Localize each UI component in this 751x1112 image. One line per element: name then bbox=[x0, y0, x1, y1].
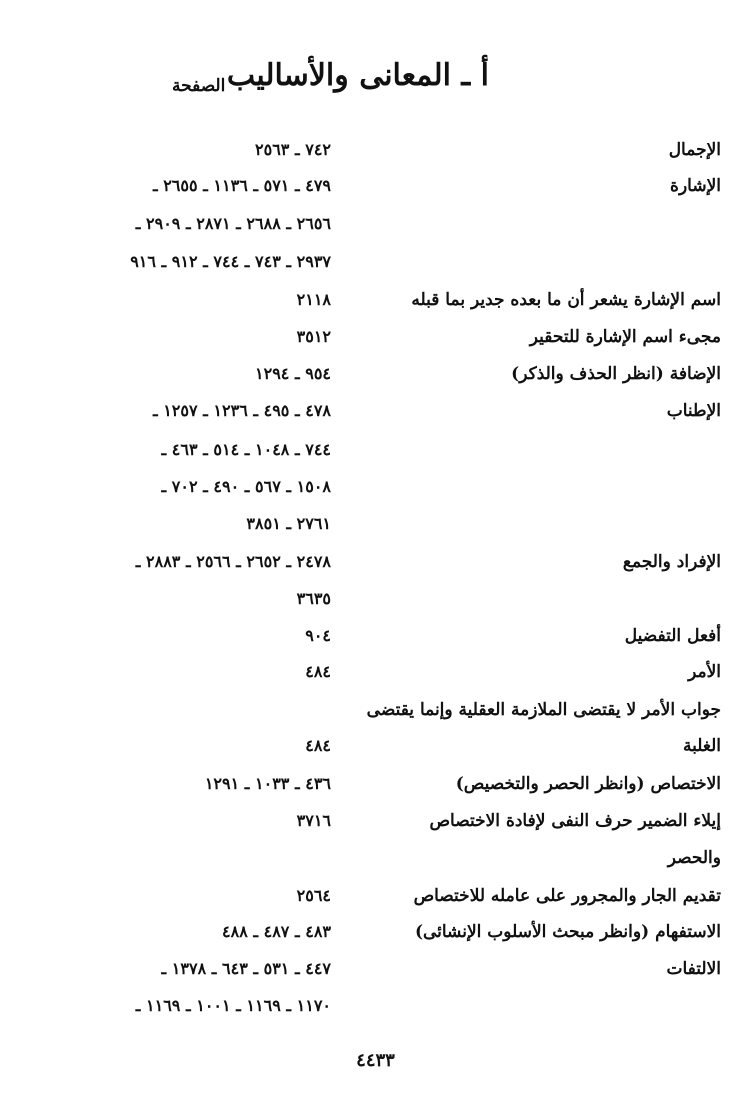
page-references: ٩٥٤ ـ ١٢٩٤ bbox=[255, 364, 331, 383]
index-term: الاختصاص (وانظر الحصر والتخصيص) bbox=[455, 774, 721, 794]
page-references: ٢١١٨ bbox=[296, 290, 331, 309]
index-entry bbox=[0, 589, 751, 619]
index-entry bbox=[0, 626, 751, 656]
index-term: إيلاء الضمير حرف النفى لإفادة الاختصاص bbox=[429, 811, 721, 831]
index-entry bbox=[0, 700, 751, 730]
page-references: ٧٤٤ ـ ١٠٤٨ ـ ٥١٤ ـ ٤٦٣ ـ bbox=[161, 440, 331, 459]
index-term: الإشارة bbox=[670, 176, 721, 196]
index-entry bbox=[0, 959, 751, 989]
index-term: الغلبة bbox=[683, 736, 721, 756]
page-references: ١١٧٠ ـ ١١٦٩ ـ ١٠٠١ ـ ١١٦٩ ـ bbox=[135, 996, 331, 1015]
index-term: الإجمال bbox=[668, 140, 721, 160]
index-term: الإطناب bbox=[666, 401, 721, 421]
index-entry bbox=[0, 736, 751, 766]
index-entry bbox=[0, 886, 751, 916]
page-references: ٢٤٧٨ ـ ٢٦٥٢ ـ ٢٥٦٦ ـ ٢٨٨٣ ـ bbox=[135, 552, 331, 571]
index-term: اسم الإشارة يشعر أن ما بعده جدير بما قبله bbox=[411, 290, 721, 310]
index-entry bbox=[0, 811, 751, 841]
page-references: ٤٧٨ ـ ٤٩٥ ـ ١٢٣٦ ـ ١٢٥٧ ـ bbox=[152, 401, 331, 420]
index-term: تقديم الجار والمجرور على عامله للاختصاص bbox=[413, 886, 721, 906]
page-references: ٢٥٦٤ bbox=[296, 886, 331, 905]
index-term: جواب الأمر لا يقتضى الملازمة العقلية وإنما يقتضى bbox=[366, 700, 721, 720]
index-entry bbox=[0, 514, 751, 544]
index-entry bbox=[0, 252, 751, 282]
page-title: أ ـ المعانى والأساليب bbox=[226, 58, 489, 93]
page-references: ٢٧٦١ ـ ٣٨٥١ bbox=[246, 514, 331, 533]
page-references: ٣٧١٦ bbox=[296, 811, 331, 830]
page-number: ٤٤٣٣ bbox=[356, 1050, 395, 1071]
page-references: ٣٥١٢ bbox=[296, 327, 331, 346]
page-references: ٤٨٤ bbox=[305, 662, 331, 681]
index-term: والحصر bbox=[667, 848, 721, 868]
index-term: الأمر bbox=[688, 662, 721, 682]
index-term: مجىء اسم الإشارة للتحقير bbox=[529, 327, 721, 347]
page-references: ٢٦٥٦ ـ ٢٦٨٨ ـ ٢٨٧١ ـ ٢٩٠٩ ـ bbox=[135, 214, 331, 233]
page-references: ٤٨٤ bbox=[305, 736, 331, 755]
index-entry bbox=[0, 996, 751, 1026]
page-references: ٤٣٦ ـ ١٠٣٣ ـ ١٢٩١ bbox=[204, 774, 331, 793]
page-references: ١٥٠٨ ـ ٥٦٧ ـ ٤٩٠ ـ ٧٠٢ ـ bbox=[161, 477, 331, 496]
index-entry bbox=[0, 662, 751, 692]
index-entry bbox=[0, 848, 751, 878]
page-references: ٤٨٣ ـ ٤٨٧ ـ ٤٨٨ bbox=[222, 922, 331, 941]
index-entry bbox=[0, 774, 751, 804]
index-entry bbox=[0, 290, 751, 320]
index-entry bbox=[0, 214, 751, 244]
index-entry bbox=[0, 477, 751, 507]
index-entry bbox=[0, 176, 751, 206]
index-entry bbox=[0, 401, 751, 431]
index-term: الإضافة (انظر الحذف والذكر) bbox=[511, 364, 721, 384]
index-term: أفعل التفضيل bbox=[624, 626, 721, 646]
index-entry bbox=[0, 440, 751, 470]
page-references: ٤٧٩ ـ ٥٧١ ـ ١١٣٦ ـ ٢٦٥٥ ـ bbox=[152, 176, 331, 195]
index-entry bbox=[0, 552, 751, 582]
page-references: ٤٤٧ ـ ٥٣١ ـ ٦٤٣ ـ ١٣٧٨ ـ bbox=[161, 959, 331, 978]
page-column-label: الصفحة bbox=[172, 76, 226, 96]
index-entry bbox=[0, 922, 751, 952]
index-term: الاستفهام (وانظر مبحث الأسلوب الإنشائى) bbox=[414, 922, 721, 942]
page-references: ٧٤٢ ـ ٢٥٦٣ bbox=[255, 140, 331, 159]
index-entry bbox=[0, 140, 751, 170]
page-references: ٢٩٣٧ ـ ٧٤٣ ـ ٧٤٤ ـ ٩١٢ ـ ٩١٦ bbox=[130, 252, 331, 271]
index-term: الالتفات bbox=[666, 959, 721, 979]
index-term: الإفراد والجمع bbox=[622, 552, 721, 572]
page-references: ٩٠٤ bbox=[305, 626, 331, 645]
index-entry bbox=[0, 364, 751, 394]
page-references: ٣٦٣٥ bbox=[296, 589, 331, 608]
index-entry bbox=[0, 327, 751, 357]
